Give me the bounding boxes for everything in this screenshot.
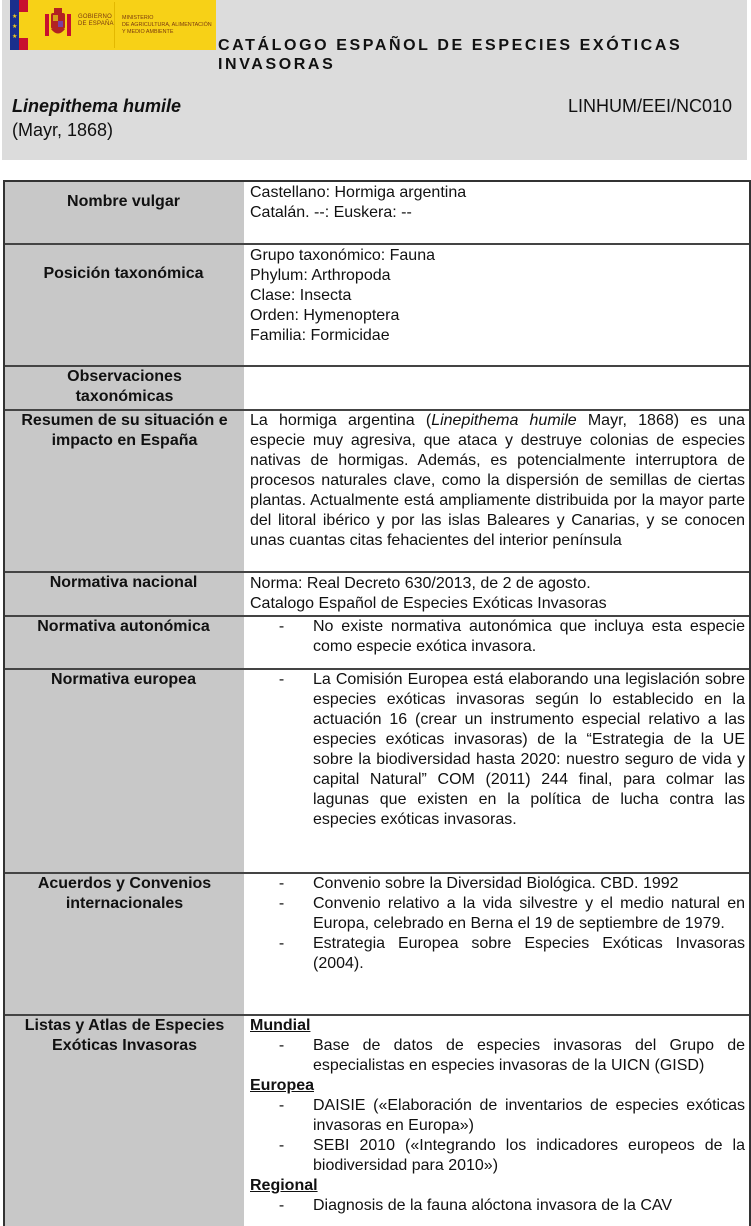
row-resumen [5,411,749,573]
row-normativa-europea [5,670,749,874]
bullet-list [250,1096,745,1176]
row-label: Resumen de su situación e impacto en España [5,411,244,571]
species-info-table [3,180,751,1226]
row-value [244,670,749,872]
row-nombre-vulgar [5,182,749,245]
species-code: LINHUM/EEI/NC010 [567,96,732,116]
bullet-list [250,1196,745,1216]
list-item: - DAISIE («Elaboración de inventarios de especies exóticas invasoras en Europa») [278,1097,745,1134]
list-item: - Estrategia Europea sobre Especies Exóticas Invasoras (2004). [278,935,745,972]
row-acuerdos [5,874,749,1016]
row-label: Acuerdos y Convenios internacionales [5,874,244,1014]
row-label: Normativa autonómica [5,617,244,668]
coat-of-arms-icon [43,6,73,42]
row-value: Castellano: Hormiga argentina Catalán. --: Euskera: -- [244,182,749,243]
list-item: - SEBI 2010 («Integrando los indicadores europeos de la biodiversidad para 2010») [278,1137,745,1174]
section-heading-regional: Regional [250,1177,318,1194]
row-normativa-autonomica [5,617,749,670]
row-value [244,617,749,668]
species-author: (Mayr, 1868) [12,120,114,140]
catalog-title: CATÁLOGO ESPAÑOL DE ESPECIES EXÓTICAS INVASORAS [218,37,683,73]
bullet-list [250,1036,745,1076]
section-heading-europea: Europea [250,1077,315,1094]
row-normativa-nacional [5,573,749,617]
row-listas-atlas [5,1016,749,1226]
section-heading-mundial: Mundial [250,1017,311,1034]
row-observaciones [5,367,749,411]
list-item: - No existe normativa autonómica que incluya esta especie como especie exótica invasora. [278,618,745,655]
row-label: Normativa nacional [5,573,244,615]
government-label: GOBIERNO DE ESPAÑA [78,14,114,27]
row-value [244,1016,749,1226]
document-header [2,0,747,160]
ministry-label: MINISTERIO DE AGRICULTURA, ALIMENTACIÓN Y MEDIO AMBIENTE [122,15,212,35]
list-item: - Diagnosis de la fauna alóctona invasora de la CAV [278,1197,673,1214]
row-value: La hormiga argentina (Linepithema humile Mayr, 1868) es una especie muy agresiva, que ataca y destruye colonias de especies nativas de hormigas. Además, es potencialmente interruptora de procesos naturales clave, como la dispersión de semillas de ciertas plantas. Actualmente está ampliamente distribuida por la mayor parte del litoral ibérico y por las islas Baleares y Canarias, y se conocen unas cuantas citas fehacientes del interior península [244,411,749,571]
list-item: - Base de datos de especies invasoras del Grupo de especialistas en especies invasoras de la UICN (GISD) [278,1037,745,1074]
row-label: Normativa europea [5,670,244,872]
bullet-list [250,670,745,830]
row-value [244,874,749,1014]
row-label: Posición taxonómica [5,245,244,365]
list-item: - Convenio relativo a la vida silvestre y el medio natural en Europa, celebrado en Berna el 19 de septiembre de 1979. [278,895,745,932]
bullet-list [250,617,745,657]
row-value: Norma: Real Decreto 630/2013, de 2 de agosto. Catalogo Español de Especies Exóticas Invasoras [244,573,749,615]
row-value [244,367,749,409]
list-item: - La Comisión Europea está elaborando una legislación sobre especies exóticas invasoras según lo establecido en la actuación 16 (crear un instrumento especial relativo a las especies exóticas invasoras) de la “Estrategia de la UE sobre la biodiversidad hasta 2020: nuestro seguro de vida y capital Natural” COM (2011) 244 final, para colmar las lagunas que existen en la política de lucha contra las especies exóticas invasoras. [278,671,745,828]
logo-divider [114,2,115,48]
row-label: Listas y Atlas de Especies Exóticas Invasoras [5,1016,244,1226]
row-posicion-taxonomica [5,245,749,367]
bullet-list [250,874,745,974]
row-label: Observaciones taxonómicas [5,367,244,409]
list-item: - Convenio sobre la Diversidad Biológica. CBD. 1992 [278,875,679,892]
row-label: Nombre vulgar [5,182,244,243]
species-scientific-name: Linepithema humile [12,96,182,116]
government-logo [10,0,216,50]
row-value: Grupo taxonómico: Fauna Phylum: Arthropoda Clase: Insecta Orden: Hymenoptera Familia: Formicidae [244,245,749,365]
eu-spain-flag-icon: ★ ★ ★ [10,0,28,50]
